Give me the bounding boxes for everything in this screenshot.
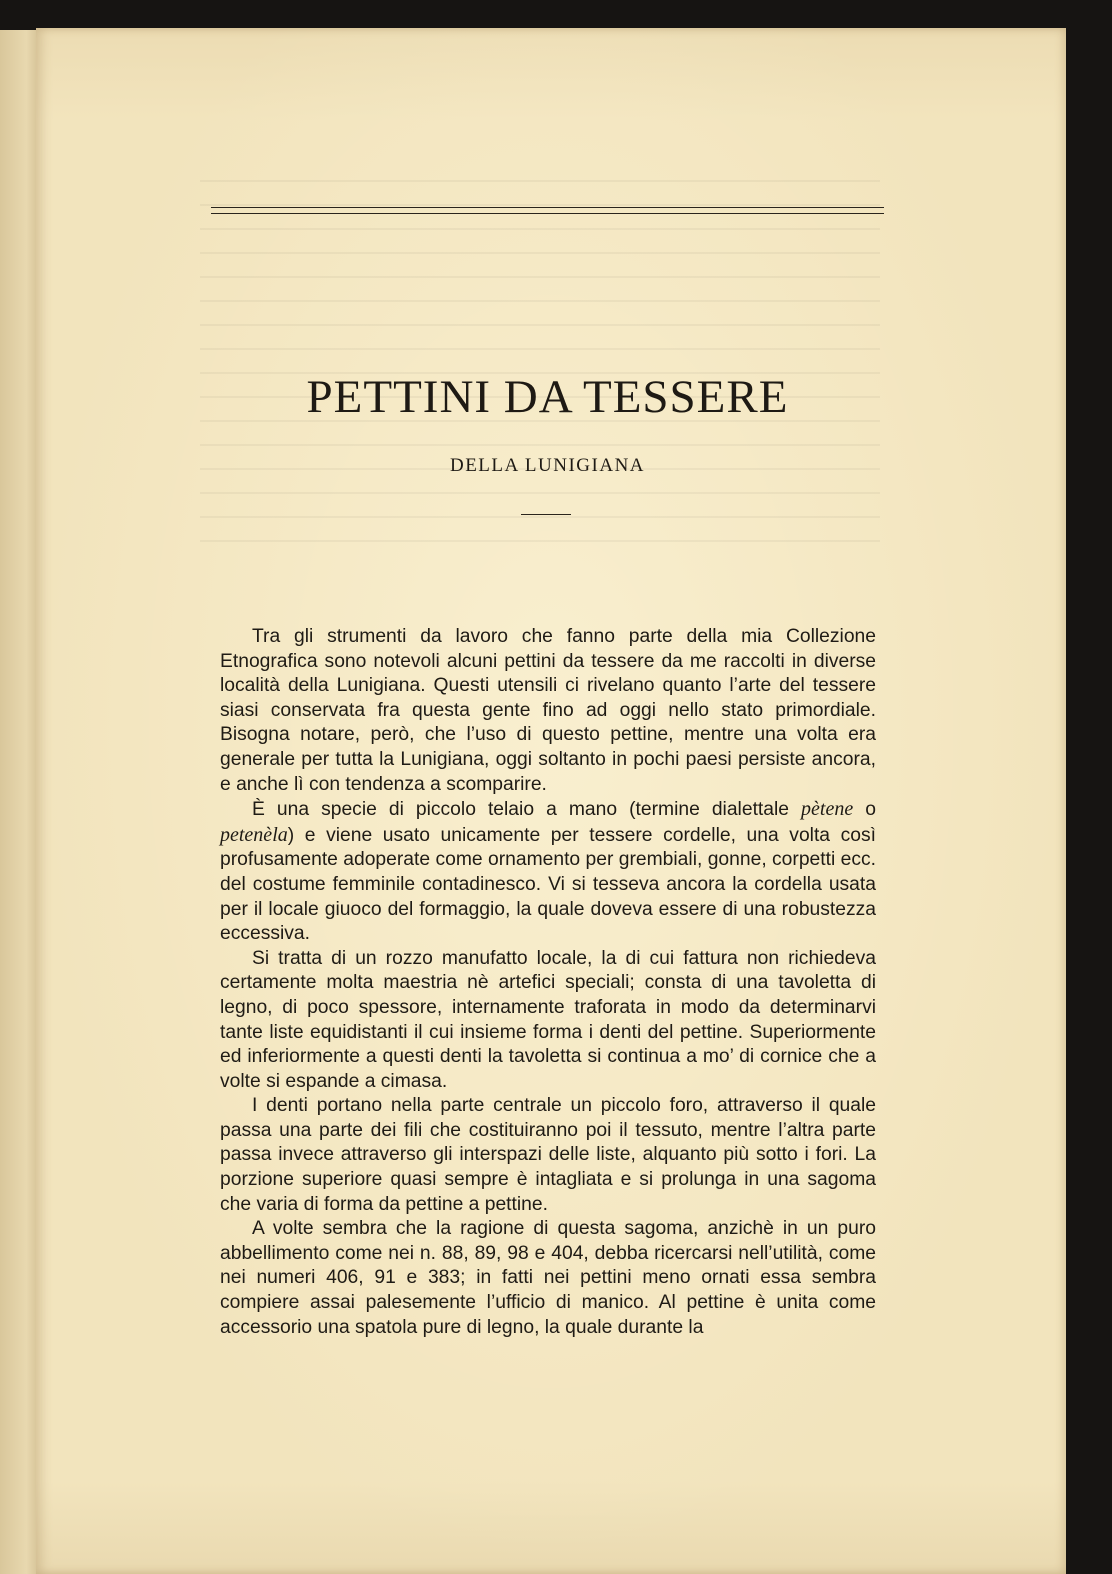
paragraph-text: ) e viene usato unicamente per tessere cordelle, una volta così profusamente adoperate come ornamento per grembiali, gonne, corpetti ecc. del costume femminile contadinesco. Vi si tesseva ancora la cordella usata per il locale giuoco del formaggio, la quale doveva essere di una robustezza eccessiva. [220, 824, 876, 945]
dialect-term: petenèla [220, 823, 288, 846]
paragraph: Si tratta di un rozzo manufatto locale, la di cui fattura non richiedeva certamente molta maestria nè artefici speciali; consta di una tavoletta di legno, di poco spessore, internamente traforata in modo da determinarvi tante liste equidistanti il cui insieme forma i denti del pettine. Superiormente ed inferiormente a questi denti la tavoletta si continua a mo’ di cornice che a volte si espande a cimasa. [220, 947, 876, 1092]
article-body [220, 625, 876, 1340]
paragraph [220, 797, 876, 947]
paragraph: A volte sembra che la ragione di questa sagoma, anzichè in un puro abbellimento come nei n. 88, 89, 98 e 404, debba ricercarsi nell’utilità, come nei numeri 406, 91 e 383; in fatti nei pettini meno ornati essa sembra compiere assai palesemente l’ufficio di manico. Al pettine è unita come accessorio una spatola pure di legno, la quale durante la [220, 1218, 876, 1338]
header-double-rule [211, 207, 884, 214]
paragraph: Tra gli strumenti da lavoro che fanno parte della mia Collezione Etnografica sono notevoli alcuni pettini da tessere da me raccolti in diverse località della Lunigiana. Questi utensili ci rivelano quanto l’arte del tessere siasi conservata fra questa gente fino ad oggi nello stato primordiale. Bisogna notare, però, che l’uso di questo pettine, mentre una volta era generale per tutta la Lunigiana, oggi soltanto in pochi paesi persiste ancora, e anche lì con tendenza a scomparire. [220, 626, 876, 795]
paragraph-text: o [853, 799, 876, 821]
title-separator-rule [521, 514, 571, 515]
article-title: PETTINI DA TESSERE [306, 371, 789, 423]
paragraph-text: È una specie di piccolo telaio a mano (termine dialettale [252, 799, 802, 821]
article-subtitle: DELLA LUNIGIANA [449, 455, 646, 476]
paragraph: I denti portano nella parte centrale un piccolo foro, attraverso il quale passa una parte dei fili che costituiranno poi il tessuto, mentre l’altra parte passa invece attraverso gli interspazi delle liste, alquanto più sotto i fori. La porzione superiore quasi sempre è intagliata e si prolunga in una sagoma che varia di forma da pettine a pettine. [220, 1095, 876, 1215]
dialect-term: pètene [801, 798, 854, 821]
